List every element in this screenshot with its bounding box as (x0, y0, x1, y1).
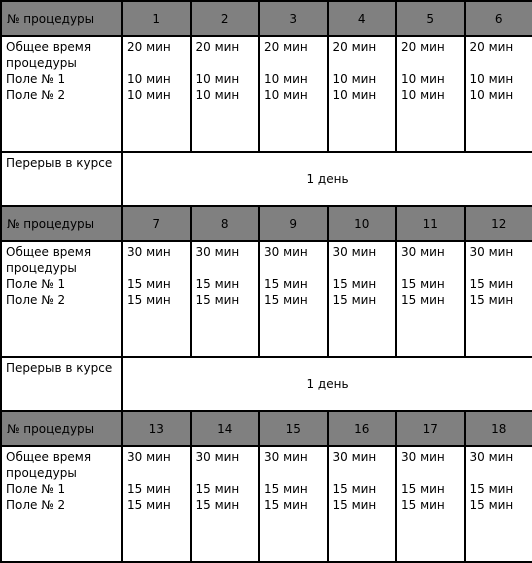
field1-time-value: 15 мин (196, 481, 255, 497)
field2-time-value: 15 мин (264, 497, 323, 513)
field2-time-value: 10 мин (333, 87, 392, 103)
field2-time-value: 15 мин (196, 292, 255, 308)
total-time-label-line1: Общее время (6, 39, 117, 55)
total-time-value: 20 мин (264, 39, 323, 55)
procedure-time-labels (1, 446, 122, 562)
spacer (196, 55, 255, 71)
total-time-value: 30 мин (401, 244, 460, 260)
field2-time-value: 15 мин (333, 292, 392, 308)
procedure-time-labels (1, 36, 122, 152)
procedure-number-cell: 10 (328, 206, 397, 241)
procedure-number-header: № процедуры (1, 206, 122, 241)
procedure-number-cell: 7 (122, 206, 191, 241)
procedure-time-cell (122, 446, 191, 562)
procedure-number-row (1, 1, 532, 36)
field1-time-value: 15 мин (264, 276, 323, 292)
total-time-value: 30 мин (127, 244, 186, 260)
total-time-value: 30 мин (470, 244, 529, 260)
procedure-time-cell (259, 241, 328, 357)
spacer (333, 260, 392, 276)
total-time-value: 30 мин (127, 449, 186, 465)
course-break-value: 1 день (122, 152, 532, 206)
procedure-number-cell: 1 (122, 1, 191, 36)
procedure-number-cell: 3 (259, 1, 328, 36)
field2-time-value: 15 мин (127, 497, 186, 513)
field1-time-value: 15 мин (401, 481, 460, 497)
procedure-number-cell: 9 (259, 206, 328, 241)
procedure-time-cell (191, 241, 260, 357)
field1-time-value: 15 мин (470, 276, 529, 292)
field1-time-value: 15 мин (333, 276, 392, 292)
procedure-time-cell (259, 36, 328, 152)
spacer (470, 465, 529, 481)
field1-time-value: 10 мин (264, 71, 323, 87)
procedure-time-cell (122, 241, 191, 357)
total-time-label-line1: Общее время (6, 449, 117, 465)
procedure-time-cell (396, 241, 465, 357)
total-time-value: 30 мин (333, 244, 392, 260)
field2-time-value: 10 мин (264, 87, 323, 103)
field1-time-value: 15 мин (196, 276, 255, 292)
procedure-number-cell: 6 (465, 1, 532, 36)
spacer (333, 465, 392, 481)
field1-time-value: 10 мин (470, 71, 529, 87)
procedure-number-cell: 13 (122, 411, 191, 446)
spacer (264, 55, 323, 71)
total-time-value: 30 мин (470, 449, 529, 465)
total-time-value: 30 мин (264, 449, 323, 465)
procedure-time-cell (328, 241, 397, 357)
spacer (401, 465, 460, 481)
procedure-number-cell: 4 (328, 1, 397, 36)
spacer (196, 260, 255, 276)
procedure-time-cell (122, 36, 191, 152)
spacer (470, 55, 529, 71)
spacer (401, 260, 460, 276)
spacer (127, 55, 186, 71)
field1-time-value: 10 мин (127, 71, 186, 87)
procedure-number-row (1, 206, 532, 241)
field1-time-value: 10 мин (196, 71, 255, 87)
field2-label: Поле № 2 (6, 497, 117, 513)
field1-label: Поле № 1 (6, 481, 117, 497)
procedure-number-row (1, 411, 532, 446)
procedure-time-cell (191, 36, 260, 152)
procedure-number-header: № процедуры (1, 1, 122, 36)
procedure-time-cell (328, 446, 397, 562)
procedure-time-cell (396, 446, 465, 562)
spacer (470, 260, 529, 276)
procedure-time-row (1, 241, 532, 357)
total-time-value: 30 мин (196, 244, 255, 260)
total-time-label-line2: процедуры (6, 465, 117, 481)
spacer (264, 465, 323, 481)
field2-label: Поле № 2 (6, 292, 117, 308)
field2-time-value: 15 мин (333, 497, 392, 513)
procedure-time-cell (465, 36, 532, 152)
procedure-time-row (1, 36, 532, 152)
total-time-label-line1: Общее время (6, 244, 117, 260)
total-time-value: 30 мин (333, 449, 392, 465)
schedule-body (1, 1, 532, 562)
procedure-time-labels (1, 241, 122, 357)
course-break-row (1, 152, 532, 206)
procedure-number-cell: 14 (191, 411, 260, 446)
procedure-number-cell: 8 (191, 206, 260, 241)
field1-time-value: 10 мин (333, 71, 392, 87)
spacer (127, 465, 186, 481)
total-time-value: 30 мин (264, 244, 323, 260)
total-time-value: 20 мин (470, 39, 529, 55)
field2-time-value: 15 мин (401, 292, 460, 308)
procedure-number-cell: 11 (396, 206, 465, 241)
field1-time-value: 15 мин (127, 481, 186, 497)
field1-time-value: 15 мин (264, 481, 323, 497)
course-break-label: Перерыв в курсе (1, 357, 122, 411)
field2-time-value: 15 мин (127, 292, 186, 308)
field1-time-value: 15 мин (401, 276, 460, 292)
field1-time-value: 15 мин (333, 481, 392, 497)
course-break-row (1, 357, 532, 411)
procedure-time-cell (465, 446, 532, 562)
total-time-value: 20 мин (196, 39, 255, 55)
procedure-time-cell (259, 446, 328, 562)
spacer (127, 260, 186, 276)
field2-time-value: 15 мин (264, 292, 323, 308)
field2-time-value: 15 мин (470, 497, 529, 513)
procedure-number-cell: 16 (328, 411, 397, 446)
field2-time-value: 10 мин (470, 87, 529, 103)
field2-time-value: 15 мин (196, 497, 255, 513)
procedure-time-cell (396, 36, 465, 152)
procedure-time-row (1, 446, 532, 562)
procedure-time-cell (328, 36, 397, 152)
field1-time-value: 15 мин (127, 276, 186, 292)
field2-time-value: 15 мин (401, 497, 460, 513)
procedure-number-header: № процедуры (1, 411, 122, 446)
total-time-label-line2: процедуры (6, 260, 117, 276)
spacer (401, 55, 460, 71)
spacer (196, 465, 255, 481)
procedure-number-cell: 17 (396, 411, 465, 446)
field1-label: Поле № 1 (6, 276, 117, 292)
field1-label: Поле № 1 (6, 71, 117, 87)
procedure-number-cell: 12 (465, 206, 532, 241)
procedure-number-cell: 2 (191, 1, 260, 36)
total-time-value: 20 мин (401, 39, 460, 55)
procedure-number-cell: 15 (259, 411, 328, 446)
field2-time-value: 10 мин (196, 87, 255, 103)
total-time-value: 20 мин (127, 39, 186, 55)
field1-time-value: 10 мин (401, 71, 460, 87)
field2-time-value: 15 мин (470, 292, 529, 308)
total-time-label-line2: процедуры (6, 55, 117, 71)
field2-time-value: 10 мин (127, 87, 186, 103)
field1-time-value: 15 мин (470, 481, 529, 497)
field2-label: Поле № 2 (6, 87, 117, 103)
procedure-number-cell: 18 (465, 411, 532, 446)
total-time-value: 30 мин (196, 449, 255, 465)
procedure-time-cell (465, 241, 532, 357)
field2-time-value: 10 мин (401, 87, 460, 103)
spacer (264, 260, 323, 276)
course-break-value: 1 день (122, 357, 532, 411)
course-break-label: Перерыв в курсе (1, 152, 122, 206)
total-time-value: 20 мин (333, 39, 392, 55)
procedure-number-cell: 5 (396, 1, 465, 36)
procedure-time-cell (191, 446, 260, 562)
total-time-value: 30 мин (401, 449, 460, 465)
spacer (333, 55, 392, 71)
